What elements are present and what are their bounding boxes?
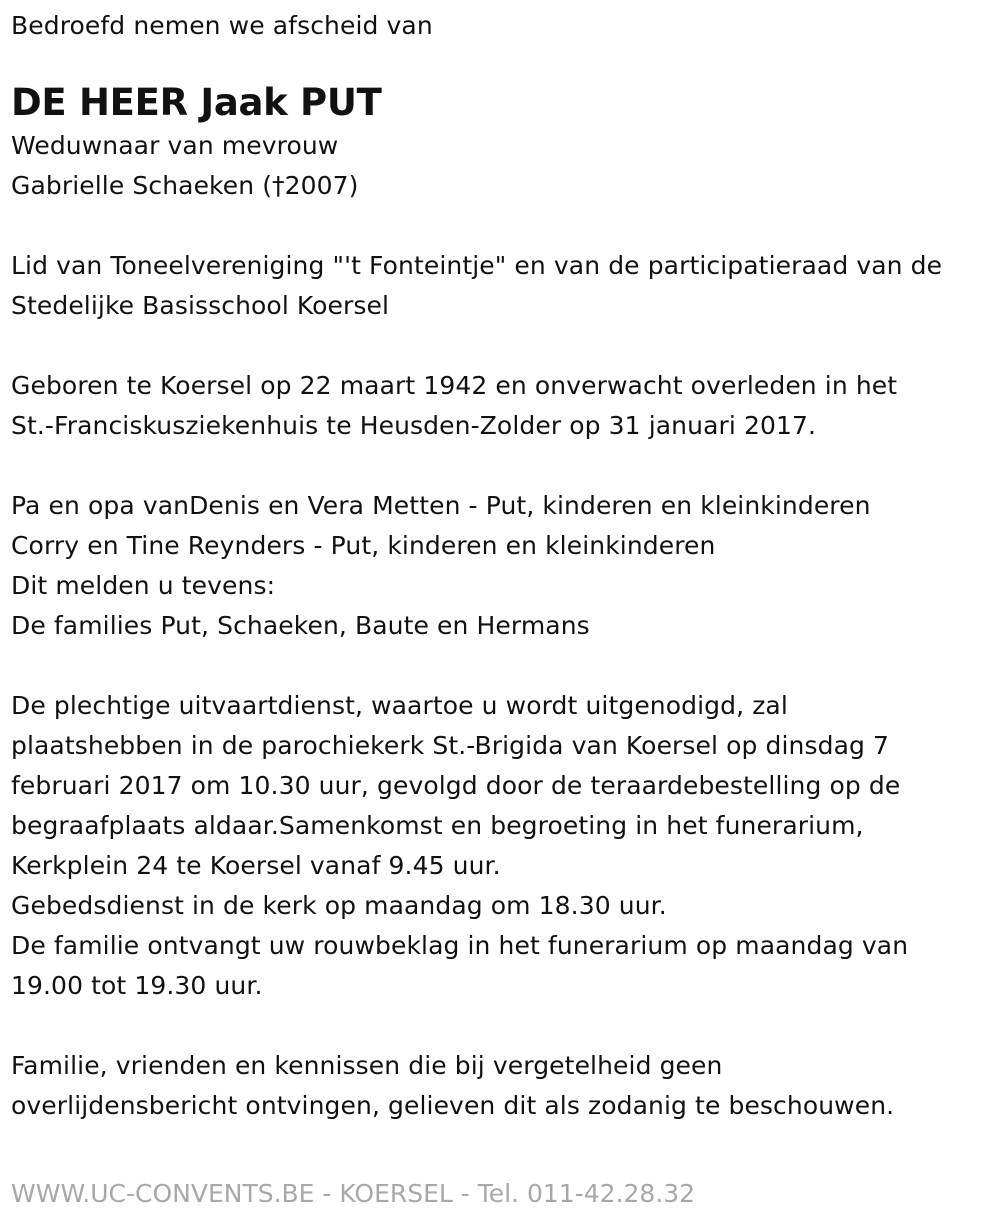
- service-line-2: plaatshebben in de parochiekerk St.-Brigida van Koersel op dinsdag 7: [11, 731, 890, 760]
- service-line-5: Kerkplein 24 te Koersel vanaf 9.45 uur.: [11, 851, 501, 880]
- family-line-2: Corry en Tine Reynders - Put, kinderen en kleinkinderen: [11, 531, 716, 560]
- footer-contact: WWW.UC-CONVENTS.BE - KOERSEL - Tel. 011-42.28.32: [11, 1179, 696, 1208]
- spouse-line-1: Weduwnaar van mevrouw: [11, 131, 339, 160]
- service-line-8: 19.00 tot 19.30 uur.: [11, 971, 263, 1000]
- service-line-3: februari 2017 om 10.30 uur, gevolgd door de teraardebestelling op de: [11, 771, 901, 800]
- spacer: [11, 206, 996, 246]
- closing-line-1: Familie, vrienden en kennissen die bij vergetelheid geen: [11, 1051, 723, 1080]
- spacer: [11, 326, 996, 366]
- service-line-6: Gebedsdienst in de kerk op maandag om 18.30 uur.: [11, 891, 667, 920]
- membership-line-2: Stedelijke Basisschool Koersel: [11, 291, 390, 320]
- birth-death-line-2: St.-Franciskusziekenhuis te Heusden-Zolder op 31 januari 2017.: [11, 411, 817, 440]
- deceased-name: DE HEER Jaak PUT: [11, 81, 382, 124]
- birth-death-line-1: Geboren te Koersel op 22 maart 1942 en onverwacht overleden in het: [11, 371, 898, 400]
- spacer: [11, 1006, 996, 1046]
- family-line-4: De families Put, Schaeken, Baute en Hermans: [11, 611, 590, 640]
- family-line-3: Dit melden u tevens:: [11, 571, 276, 600]
- family-line-1: Pa en opa vanDenis en Vera Metten - Put, kinderen en kleinkinderen: [11, 491, 871, 520]
- service-line-1: De plechtige uitvaartdienst, waartoe u wordt uitgenodigd, zal: [11, 691, 788, 720]
- spouse-line-2: Gabrielle Schaeken (†2007): [11, 171, 359, 200]
- closing-line-2: overlijdensbericht ontvingen, gelieven dit als zodanig te beschouwen.: [11, 1091, 895, 1120]
- membership-line-1: Lid van Toneelvereniging "'t Fonteintje" en van de participatieraad van de: [11, 251, 943, 280]
- service-line-7: De familie ontvangt uw rouwbeklag in het funerarium op maandag van: [11, 931, 909, 960]
- spacer: [11, 646, 996, 686]
- obituary-notice: [11, 6, 996, 1126]
- spacer: [11, 446, 996, 486]
- service-line-4: begraafplaats aldaar.Samenkomst en begroeting in het funerarium,: [11, 811, 864, 840]
- intro-text: Bedroefd nemen we afscheid van: [11, 11, 433, 40]
